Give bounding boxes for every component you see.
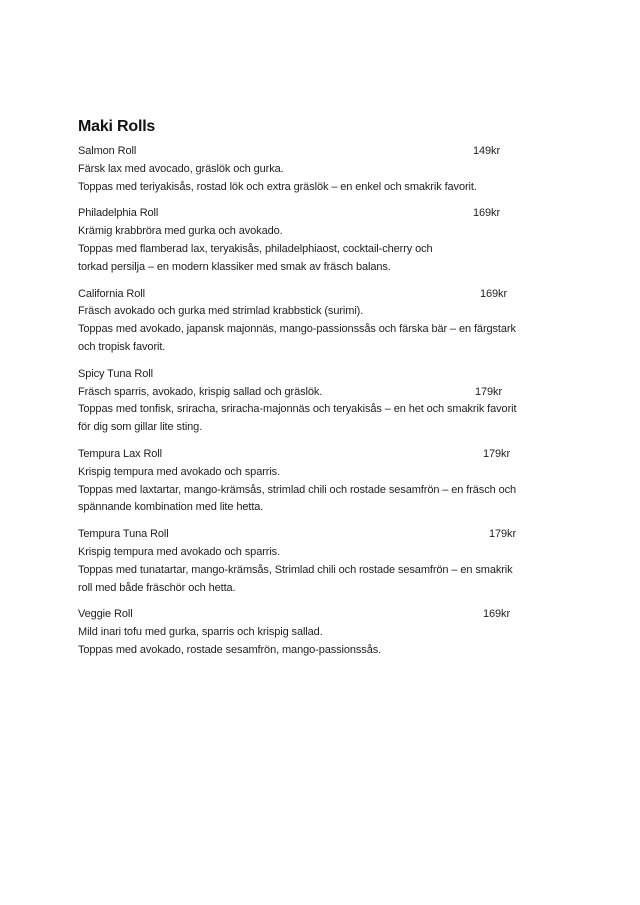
item-price: 149kr (473, 145, 501, 157)
item-name: Philadelphia Roll (78, 207, 159, 220)
menu-item-veggie-roll (78, 606, 578, 659)
item-name: Tempura Lax Roll (78, 447, 162, 460)
item-description-line: och tropisk favorit. (78, 340, 166, 353)
item-name-line (78, 205, 578, 223)
item-name: Veggie Roll (78, 608, 133, 621)
item-description-line: Toppas med tonfisk, sriracha, sriracha-majonnäs och teryakisås – en het och smakrik favorit (78, 403, 517, 416)
item-description-line: Toppas med laxtartar, mango-krämsås, strimlad chili och rostade sesamfrön – en fräsch och (78, 483, 517, 496)
item-price: 179kr (489, 528, 517, 541)
item-name-line (78, 526, 578, 544)
item-description-line: Fräsch sparris, avokado, krispig sallad och gräslök. 179kr (78, 384, 578, 402)
item-description-line: Toppas med avokado, japansk majonnäs, mango-passionssås och färska bär – en färgstark (78, 323, 516, 336)
item-description-line: Toppas med flamberad lax, teryakisås, philadelphiaost, cocktail-cherry och (78, 242, 433, 255)
item-description-line: Krispig tempura med avokado och sparris. (78, 545, 281, 558)
item-description-line: torkad persilja – en modern klassiker med smak av fräsch balans. (78, 260, 391, 273)
item-name-line (78, 366, 578, 384)
item-description-line: Fräsch avokado och gurka med strimlad krabbstick (surimi). (78, 305, 364, 318)
menu-list (78, 143, 578, 669)
menu-item-salmon-roll (78, 143, 578, 196)
item-name: California Roll (78, 287, 145, 300)
item-name: Spicy Tuna Roll (78, 367, 153, 380)
item-price: 179kr (483, 447, 511, 460)
item-name-line (78, 446, 578, 464)
item-price: 169kr (480, 287, 508, 300)
menu-item-california-roll (78, 286, 578, 357)
item-price: 169kr (483, 608, 511, 621)
menu-item-tempura-tuna-roll (78, 526, 578, 597)
menu-item-spicy-tuna-roll (78, 366, 578, 437)
item-description-line: roll med både fräschör och hetta. (78, 581, 236, 594)
item-description-line: spännande kombination med lite hetta. (78, 501, 264, 514)
item-description-line: Krämig krabbröra med gurka och avokado. (78, 225, 283, 238)
item-name-line (78, 143, 578, 161)
item-name: Salmon Roll (78, 145, 137, 157)
menu-item-tempura-lax-roll (78, 446, 578, 517)
item-name: Tempura Tuna Roll (78, 528, 169, 541)
item-description-line: för dig som gillar lite sting. (78, 421, 203, 434)
item-price: 169kr (473, 207, 501, 220)
item-description-line: Mild inari tofu med gurka, sparris och krispig sallad. (78, 626, 323, 639)
item-name-line (78, 606, 578, 624)
item-description-line: Toppas med tunatartar, mango-krämsås, Strimlad chili och rostade sesamfrön – en smakrik (78, 563, 513, 576)
item-description-line: Färsk lax med avocado, gräslök och gurka. (78, 162, 284, 175)
item-name-line (78, 286, 578, 304)
item-description-line: Toppas med teriyakisås, rostad lök och extra gräslök – en enkel och smakrik favorit. (78, 180, 477, 193)
section-title: Maki Rolls (78, 117, 156, 135)
menu-item-philadelphia-roll (78, 205, 578, 276)
item-description-line: Toppas med avokado, rostade sesamfrön, mango-passionssås. (78, 643, 382, 656)
item-description-line: Krispig tempura med avokado och sparris. (78, 465, 281, 478)
item-price: 179kr (475, 385, 503, 398)
